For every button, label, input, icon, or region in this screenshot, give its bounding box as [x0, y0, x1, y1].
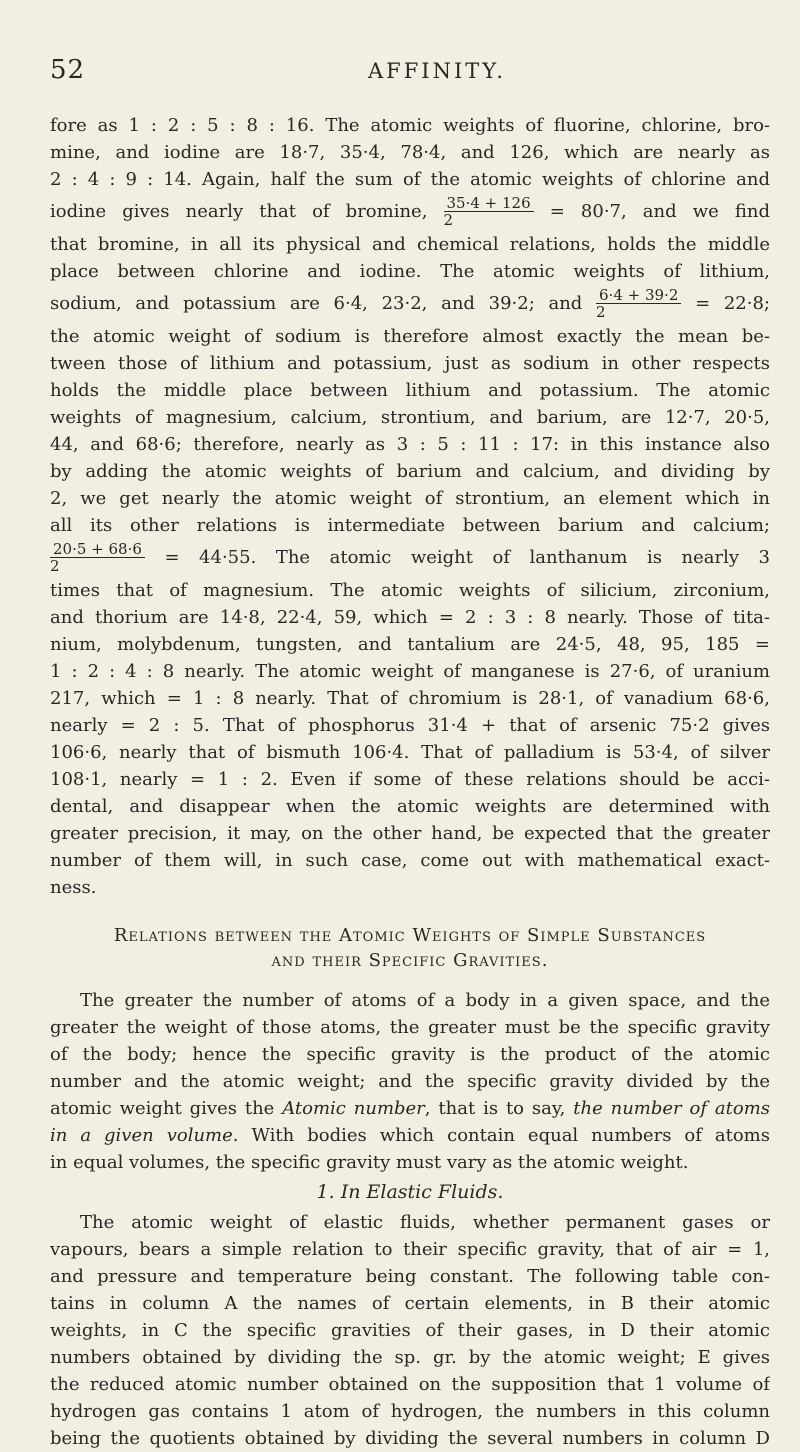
text-line: and pressure and temperature being constant. The following table con- — [50, 1266, 770, 1287]
text-line: 44, and 68·6; therefore, nearly as 3 : 5 : 11 : 17: in this instance also — [50, 434, 770, 455]
text-line: number and the atomic weight; and the specific gravity divided by the — [50, 1071, 770, 1092]
text-line: all its other relations is intermediate between barium and calcium; — [50, 515, 770, 536]
italic-term: in a given volume. — [50, 1125, 239, 1146]
section-heading — [50, 923, 770, 973]
subsection-heading: 1. In Elastic Fluids. — [316, 1181, 504, 1203]
text-line: tains in column A the names of certain elements, in B their atomic — [50, 1293, 770, 1314]
text-segment: = 80·7, and we find — [549, 201, 770, 222]
text-line: 108·1, nearly = 1 : 2. Even if some of these relations should be acci- — [50, 769, 770, 790]
text-line-with-fraction — [50, 285, 770, 323]
text-line: vapours, bears a simple relation to their specific gravity, that of air = 1, — [50, 1239, 770, 1260]
text-line-mixed — [50, 1095, 770, 1122]
text-segment: sodium, and potassium are 6·4, 23·2, and 39·2; and — [50, 293, 583, 314]
text-line: being the quotients obtained by dividing the several numbers in column D — [50, 1428, 770, 1449]
fraction — [596, 288, 681, 320]
fraction-numerator: 20·5 + 68·6 — [50, 542, 145, 558]
paragraph-specific-gravity — [50, 987, 770, 1176]
text-line: The greater the number of atoms of a body in a given space, and the — [80, 990, 770, 1011]
text-line: 1 : 2 : 4 : 8 nearly. The atomic weight of manganese is 27·6, of uranium — [50, 661, 770, 682]
fraction-denominator: 2 — [443, 211, 454, 229]
text-line: that bromine, in all its physical and chemical relations, holds the middle — [50, 234, 770, 255]
section-heading-line: and their Specific Gravities. — [271, 950, 549, 971]
text-line: weights, in C the specific gravities of their gases, in D their atomic — [50, 1320, 770, 1341]
text-segment: iodine gives nearly that of bromine, — [50, 201, 428, 222]
text-line: The atomic weight of elastic fluids, whether permanent gases or — [80, 1212, 770, 1233]
text-line: 106·6, nearly that of bismuth 106·4. That of palladium is 53·4, of silver — [50, 742, 770, 763]
paragraph-atomic-weight-relations — [50, 112, 770, 901]
text-line: holds the middle place between lithium and potassium. The atomic — [50, 380, 770, 401]
text-line: place between chlorine and iodine. The atomic weights of lithium, — [50, 261, 770, 282]
text-segment: With bodies which contain equal numbers of atoms — [238, 1125, 770, 1146]
text-line: times that of magnesium. The atomic weights of silicium, zirconium, — [50, 580, 770, 601]
text-line-mixed — [50, 1122, 770, 1149]
text-segment: atomic weight gives the — [50, 1098, 283, 1119]
text-line: nium, molybdenum, tungsten, and tantalium are 24·5, 48, 95, 185 = — [50, 634, 770, 655]
page-body — [50, 112, 770, 1452]
text-line: mine, and iodine are 18·7, 35·4, 78·4, and 126, which are nearly as — [50, 142, 770, 163]
text-line: 217, which = 1 : 8 nearly. That of chromium is 28·1, of vanadium 68·6, — [50, 688, 770, 709]
text-line-with-fraction — [50, 193, 770, 231]
text-line: the atomic weight of sodium is therefore almost exactly the mean be- — [50, 326, 770, 347]
text-line: number of them will, in such case, come out with mathematical exact- — [50, 850, 770, 871]
fraction — [50, 542, 145, 574]
text-line: fore as 1 : 2 : 5 : 8 : 16. The atomic weights of fluorine, chlorine, bro- — [50, 115, 770, 136]
text-line: in equal volumes, the specific gravity must vary as the atomic weight. — [50, 1152, 689, 1173]
text-line: of the body; hence the specific gravity is the product of the atomic — [50, 1044, 770, 1065]
text-line: tween those of lithium and potassium, just as sodium in other respects — [50, 353, 770, 374]
fraction-numerator: 6·4 + 39·2 — [596, 288, 681, 304]
text-line-with-fraction — [50, 539, 770, 577]
text-line: greater precision, it may, on the other hand, be expected that the greater — [50, 823, 770, 844]
text-line: the reduced atomic number obtained on the supposition that 1 volume of — [50, 1374, 770, 1395]
text-segment: = 44·55. The atomic weight of lanthanum is nearly 3 — [164, 547, 770, 568]
text-segment: = 22·8; — [695, 293, 770, 314]
text-line: numbers obtained by dividing the sp. gr. by the atomic weight; E gives — [50, 1347, 770, 1368]
text-line: 2, we get nearly the atomic weight of strontium, an element which in — [50, 488, 770, 509]
running-head: AFFINITY. — [368, 59, 507, 83]
text-line: hydrogen gas contains 1 atom of hydrogen, the numbers in this column — [50, 1401, 770, 1422]
italic-term: Atomic number — [282, 1098, 425, 1119]
text-line: ness. — [50, 877, 97, 898]
text-line: 2 : 4 : 9 : 14. Again, half the sum of the atomic weights of chlorine and — [50, 169, 770, 190]
text-line: weights of magnesium, calcium, strontium, and barium, are 12·7, 20·5, — [50, 407, 770, 428]
fraction-denominator: 2 — [50, 557, 60, 575]
text-line: dental, and disappear when the atomic weights are determined with — [50, 796, 770, 817]
section-heading-line: Relations between the Atomic Weights of Simple Substances — [113, 925, 707, 946]
text-line: and thorium are 14·8, 22·4, 59, which = 2 : 3 : 8 nearly. Those of tita- — [50, 607, 770, 628]
text-segment: , that is to say, — [424, 1098, 574, 1119]
fraction-numerator: 35·4 + 126 — [444, 196, 534, 212]
text-line: by adding the atomic weights of barium and calcium, and dividing by — [50, 461, 770, 482]
text-line: nearly = 2 : 5. That of phosphorus 31·4 + that of arsenic 75·2 gives — [50, 715, 770, 736]
paragraph-elastic-fluids — [50, 1209, 770, 1452]
page-header — [50, 55, 770, 85]
italic-term: the number of atoms — [573, 1098, 770, 1119]
text-line: greater the weight of those atoms, the greater must be the specific gravity — [50, 1017, 770, 1038]
fraction-denominator: 2 — [596, 303, 606, 321]
page-number: 52 — [50, 55, 86, 85]
fraction — [444, 196, 534, 228]
